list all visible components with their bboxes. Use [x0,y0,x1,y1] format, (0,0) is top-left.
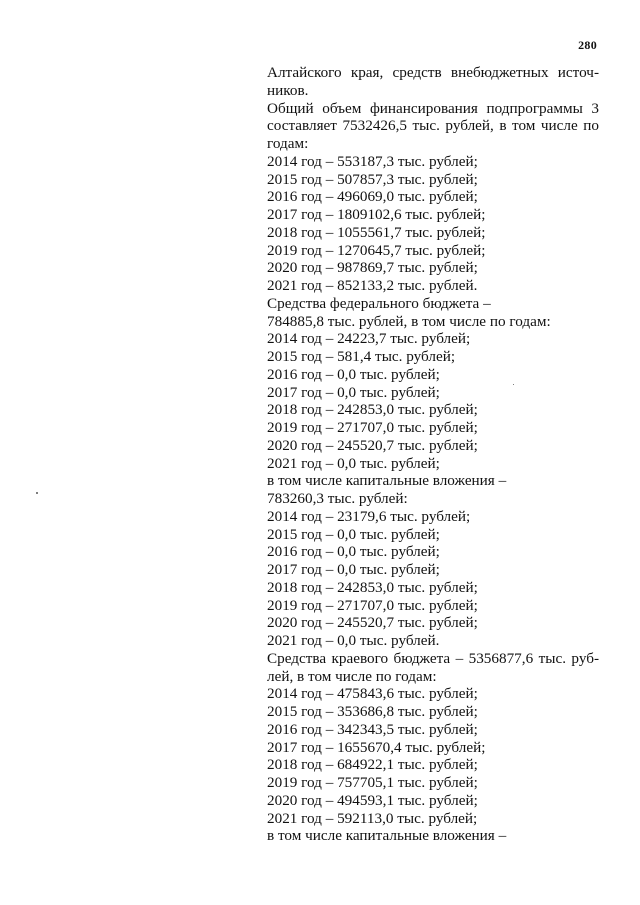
text-line: 2017 год – 0,0 тыс. рублей; [267,383,440,401]
text-line: 2015 год – 353686,8 тыс. рублей; [267,703,478,720]
text-line: 784885,8 тыс. рублей, в том числе по годам: [267,312,551,330]
text-line: годам: [267,135,309,152]
text-line: 2014 год – 475843,6 тыс. рублей; [267,685,478,703]
text-line: 2016 год – 0,0 тыс. рублей; [267,365,440,383]
text-line: составляет 7532426,5 тыс. рублей, в том числе по [267,117,599,135]
text-line: 2021 год – 0,0 тыс. рублей. [267,632,440,649]
text-line: 2021 год – 852133,2 тыс. рублей. [267,277,478,294]
text-line: 2014 год – 24223,7 тыс. рублей; [267,330,471,348]
text-line: 2017 год – 1655670,4 тыс. рублей; [267,738,486,756]
text-line: 2015 год – 0,0 тыс. рублей; [267,525,440,543]
text-line: 2019 год – 271707,0 тыс. рублей; [267,596,478,614]
text-line: 2015 год – 507857,3 тыс. рублей; [267,170,478,188]
text-line: 2021 год – 592113,0 тыс. рублей; [267,809,478,827]
text-line: 2017 год – 1809102,6 тыс. рублей; [267,206,486,223]
text-line: 2020 год – 494593,1 тыс. рублей; [267,791,478,809]
scan-speck [36,492,38,494]
text-line: 2018 год – 684922,1 тыс. рублей; [267,756,478,774]
text-line: 2018 год – 242853,0 тыс. рублей; [267,401,478,419]
text-line: в том числе капитальные вложения – [267,827,507,845]
text-line: 2018 год – 242853,0 тыс. рублей; [267,578,478,596]
text-line: ников. [267,81,309,99]
text-line: 2020 год – 245520,7 тыс. рублей; [267,614,478,632]
scan-speck [513,384,514,385]
text-line: Средства краевого бюджета – 5356877,6 тыс. руб- [267,649,599,667]
text-line: 2014 год – 553187,3 тыс. рублей; [267,152,478,170]
text-line: 2020 год – 245520,7 тыс. рублей; [267,436,478,454]
text-line: 2020 год – 987869,7 тыс. рублей; [267,259,478,277]
text-line: в том числе капитальные вложения – [267,472,507,490]
text-line: 2014 год – 23179,6 тыс. рублей; [267,507,471,525]
text-line: Общий объем финансирования подпрограммы 3 [267,99,599,117]
text-line: 2021 год – 0,0 тыс. рублей; [267,454,440,472]
text-line: 2018 год – 1055561,7 тыс. рублей; [267,223,486,241]
text-line: Средства федерального бюджета – [267,294,491,312]
text-line: 2017 год – 0,0 тыс. рублей; [267,561,440,578]
text-line: 2019 год – 1270645,7 тыс. рублей; [267,241,486,259]
text-line: 2019 год – 271707,0 тыс. рублей; [267,419,478,436]
text-line: 783260,3 тыс. рублей: [267,490,408,507]
text-line: лей, в том числе по годам: [267,667,437,685]
text-line: 2015 год – 581,4 тыс. рублей; [267,348,456,365]
text-line: 2019 год – 757705,1 тыс. рублей; [267,774,478,791]
text-line: 2016 год – 342343,5 тыс. рублей; [267,720,478,738]
text-line: Алтайского края, средств внебюджетных источ- [267,64,599,81]
body-text [267,64,607,845]
page-number: 280 [578,38,597,52]
text-line: 2016 год – 496069,0 тыс. рублей; [267,188,478,206]
text-line: 2016 год – 0,0 тыс. рублей; [267,543,440,561]
